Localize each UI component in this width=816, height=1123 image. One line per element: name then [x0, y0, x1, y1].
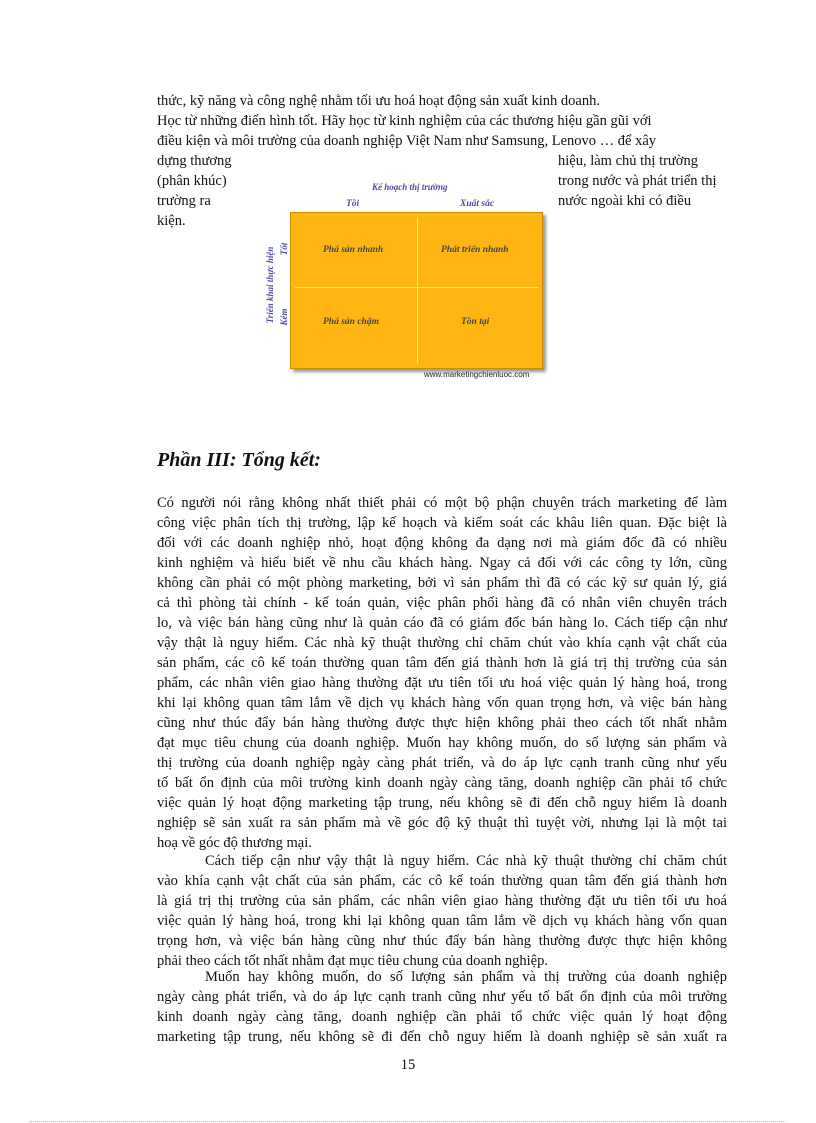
p1-line: tố bất ổn định của môi trường kinh doanh ngày càng tăng, doanh nghiệp cần phải tổ chức — [157, 775, 727, 791]
matrix-cell-fast-bankruptcy: Phá sản nhanh — [323, 245, 384, 255]
p1-line: việc quản lý hoạt động marketing tập trung, nếu không sẽ đi đến chỗ nguy hiểm là doanh — [157, 795, 727, 811]
section-heading: Phần III: Tổng kết: — [157, 449, 321, 471]
p3-line: Muốn hay không muốn, do số lượng sản phẩm và thị trường của doanh nghiệp — [205, 969, 727, 985]
matrix-grid — [290, 212, 543, 369]
wrap-left-3: trường ra — [157, 193, 211, 209]
wrap-right-1: hiệu, làm chủ thị trường — [558, 153, 698, 169]
matrix-row-label-good: Tốt — [279, 242, 289, 256]
p3-line: ngày càng phát triển, và do áp lực cạnh tranh cũng như yếu tố bất ổn định của môi trường — [157, 989, 727, 1005]
matrix-horizontal-divider — [295, 287, 538, 288]
matrix-top-axis-label: Kế hoạch thị trường — [372, 182, 448, 192]
p1-line: kinh nghiệm và hiểu biết về nhu cầu khách hàng. Ngay cả đối với các công ty lớn, cũng — [157, 555, 727, 571]
intro-line-2: Học từ những điển hình tốt. Hãy học từ kinh nghiệm của các thương hiệu gần gũi với — [157, 113, 652, 129]
page-bottom-divider — [30, 1121, 786, 1122]
intro-line-3: điều kiện và môi trường của doanh nghiệp Việt Nam như Samsung, Lenovo … để xây — [157, 133, 657, 149]
p1-line: hoạ về góc độ thương mại. — [157, 835, 312, 851]
p2-line: Cách tiếp cận như vậy thật là nguy hiểm. Các nhà kỹ thuật thường chỉ chăm chút — [205, 853, 727, 869]
p2-line: phải theo cách tốt nhất nhằm đạt mục tiêu chung của doanh nghiệp. — [157, 953, 548, 969]
matrix-cell-fast-growth: Phát triển nhanh — [441, 245, 509, 255]
matrix-vertical-divider — [417, 217, 418, 364]
matrix-side-axis-label: Triển khai thực hiện — [265, 246, 275, 324]
p3-line: marketing tập trung, nếu không sẽ đi đến chỗ nguy hiểm là doanh nghiệp sẽ sản xuất ra — [157, 1029, 727, 1045]
page-number: 15 — [400, 1057, 416, 1073]
matrix-row-label-weak: Kém — [279, 308, 289, 326]
p1-line: thị trường của doanh nghiệp ngày càng phát triển, và do áp lực cạnh tranh cũng như yếu — [157, 755, 727, 771]
p1-line: đạt mục tiêu chung của doanh nghiệp. Muốn hay không muốn, do số lượng sản phẩm và — [157, 735, 727, 751]
figure-source-url: www.marketingchienluoc.com — [424, 370, 530, 379]
p1-line: đối với các doanh nghiệp nhỏ, hoạt động không đa dạng nơi mà giám đốc đã có nhiều — [157, 535, 727, 551]
intro-line-1: thức, kỹ năng và công nghệ nhằm tối ưu hoá hoạt động sản xuất kinh doanh. — [157, 93, 600, 109]
wrap-right-3: nước ngoài khi có điều — [558, 193, 692, 209]
p1-line: cũng như thúc đẩy bán hàng thường được thực hiện không phải theo cách tốt nhất nhằm — [157, 715, 727, 731]
market-matrix-figure — [258, 182, 548, 380]
p2-line: vào khía cạnh vật chất của sản phẩm, các cô kế toán thường quan tâm đến giá thành hơn — [157, 873, 727, 889]
matrix-col-label-excellent: Xuất sắc — [460, 199, 495, 209]
p1-line: công việc phân tích thị trường, lập kế hoạch và kiểm soát các khâu liên quan. Đặc biệt là — [157, 515, 727, 531]
wrap-right-2: trong nước và phát triển thị — [558, 173, 717, 189]
wrap-left-4: kiện. — [157, 213, 186, 229]
p1-line: nghiệp sẽ sản xuất ra sản phẩm mà về góc độ kỹ thuật thì tuyệt vời, nhưng lại là một tai — [157, 815, 727, 831]
matrix-cell-slow-bankruptcy: Phá sản chậm — [323, 317, 379, 327]
p1-line: Có người nói rằng không nhất thiết phải có một bộ phận chuyên trách marketing để làm — [157, 495, 727, 511]
p1-line: phẩm, các nhân viên giao hàng thường đặt ưu tiên tối ưu hoá việc quản lý hàng hoá, trong — [157, 675, 727, 691]
matrix-cell-survive: Tồn tại — [461, 317, 490, 327]
p2-line: trọng hơn, và việc bán hàng cũng như thúc đẩy bán hàng thường được thực hiện không — [157, 933, 727, 949]
p1-line: sản phẩm, các cô kế toán thường quan tâm đến giá thành hơn là giá trị thị trường của sản — [157, 655, 727, 671]
matrix-col-label-poor: Tồi — [346, 199, 360, 209]
p1-line: lo, và việc bán hàng cũng như là quản cáo đã có giám đốc bán hàng lo. Cách tiếp cận như — [157, 615, 727, 631]
p3-line: kinh doanh ngày càng tăng, doanh nghiệp cần phải tổ chức việc quản lý hoạt động — [157, 1009, 727, 1025]
wrap-left-2: (phân khúc) — [157, 173, 227, 189]
p1-line: vậy thật là nguy hiểm. Các nhà kỹ thuật thường chỉ chăm chút vào khía cạnh vật chất của — [157, 635, 727, 651]
p1-line: khi lại không quan tâm lắm về dịch vụ khách hàng vốn quan trọng hơn, và việc bán hàng — [157, 695, 727, 711]
p1-line: cả thì phòng tài chính - kế toán quản, việc phân phối hàng đã có nhân viên chuyên trách — [157, 595, 727, 611]
p2-line: là giá trị thị trường của sản phẩm, các nhân viên giao hàng thường đặt ưu tiên tối ưu hoá — [157, 893, 727, 909]
wrap-left-1: dựng thương — [157, 153, 232, 169]
p1-line: không cần phải có một phòng marketing, bởi vì sản phẩm thì đã có các kỹ sư quản lý, giá — [157, 575, 727, 591]
p2-line: việc quản lý hàng hoá, trong khi lại không quan tâm lắm về dịch vụ khách hàng vốn quan — [157, 913, 727, 929]
